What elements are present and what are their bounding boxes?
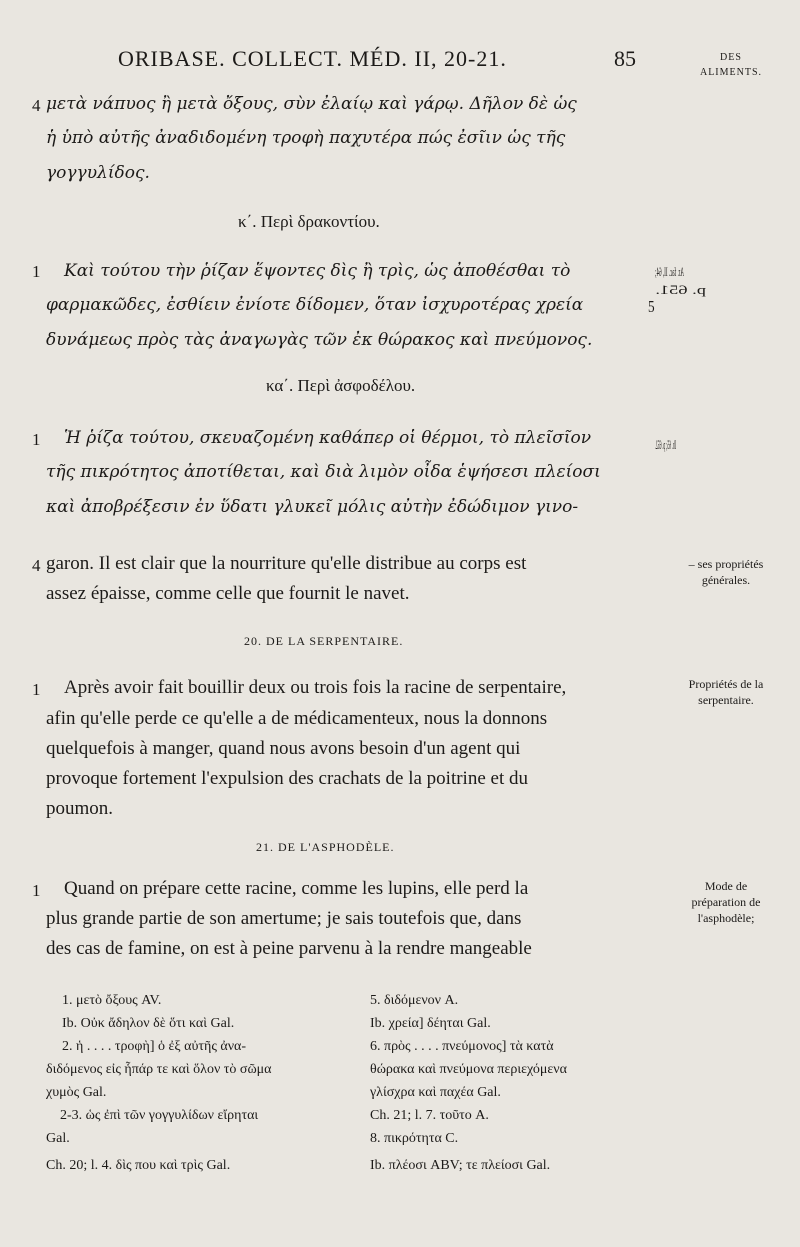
line-marker: 1 [32,881,41,900]
footnote-line: Ib. Οὐκ ἄδηλον δὲ ὅτι καὶ Gal. [62,1016,235,1031]
running-title: ORIBASE. COLLECT. MÉD. II, 20-21. [118,46,507,71]
french-text-line: afin qu'elle perde ce qu'elle a de médicamenteux, nous la donnons [46,708,548,729]
greek-text-line: ἡ ὑπὸ αὐτῆς ἀναδιδομένη τροφὴ παχυτέρα πώς ἐσῖιν ὡς τῆς [46,128,566,148]
footnote-line: Ch. 21; l. 7. τοῦτο A. [370,1108,489,1123]
section-heading: κα΄. Περὶ ἀσφοδέλου. [266,376,416,395]
line-marker: 4 [32,96,41,115]
margin-reference: Ar. fac. II, 64; [655,264,684,279]
greek-text-line: δυνάμεως πρὸς τὰς ἀναγωγὰς τῶν ἐκ θώρακος καὶ πνεύμονος. [46,330,593,350]
footnote-line: διδόμενος εἰς ἧπάρ τε καὶ ὅλον τὸ σῶμα [46,1062,272,1077]
section-heading: 20. DE LA SERPENTAIRE. [244,634,404,648]
greek-text-line: τῆς πικρότητος ἀποτίθεται, καὶ διὰ λιμὸν οἶδα ἑψήσεσι πλείοσι [46,462,601,482]
french-text-line: poumon. [46,798,114,819]
french-text-line: garon. Il est clair que la nourriture qu'elle distribue au corps est [46,553,527,574]
footnote-line: 1. μετὸ ὄξους AV. [62,993,162,1008]
greek-text-line: καὶ ἀποβρέξεσιν ἐν ὕδατι γλυκεῖ μόλις αὐτὴν ἐδώδιμον γινο- [46,497,579,517]
page-number: 85 [614,46,636,71]
footnote-line: 5. διδόμενον A. [370,993,459,1008]
footnote-line: γλίσχρα καὶ παχέα Gal. [370,1085,501,1100]
french-text-line: plus grande partie de son amertume; je sais toutefois que, dans [46,908,522,929]
margin-reference: p. 651. [655,282,706,297]
footnote-line: 6. πρὸς . . . . πνεύμονος] τὰ κατὰ [370,1039,554,1054]
footnote-line: Ib. χρεία] δέηται Gal. [370,1016,491,1031]
footnote-line: Gal. [46,1131,70,1146]
french-text-line: quelquefois à manger, quand nous avons besoin d'un agent qui [46,738,521,759]
footnote-line: Ch. 20; l. 4. δὶς που καὶ τρὶς Gal. [46,1158,231,1173]
section-side-title: DES ALIMENTS. [699,52,763,78]
line-marker: 4 [32,556,41,575]
footnote-line: 2-3. ὡς ἐπὶ τῶν γογγυλίδων εἴρηται [60,1108,259,1123]
margin-note: Propriétés de la serpentaire. [688,677,764,707]
footnote-line: 2. ἡ . . . . τροφὴ] ὁ ἐξ αὐτῆς ἀνα- [62,1039,247,1054]
line-marker: 1 [32,262,41,281]
greek-text-line: γογγυλίδος. [46,163,150,183]
line-marker: 1 [32,680,41,699]
french-text-line: Après avoir fait bouillir deux ou trois fois la racine de serpentaire, [64,677,567,698]
section-heading: κ΄. Περὶ δρακοντίου. [238,212,380,231]
greek-text-line: φαρμακῶδες, ἐσθίειν ἐνίοτε δίδομεν, ὅταν ἰσχυροτέρας χρεία [46,295,584,315]
footnote-line: θώρακα καὶ πνεύμονα περιεχόμενα [370,1062,567,1077]
footnote-line: 8. πικρότητα C. [370,1131,459,1146]
greek-text-line: Ἡ ῥίζα τούτου, σκευαζομένη καθάπερ οἱ θέρμοι, τὸ πλεῖσῖον [64,428,592,448]
greek-text-line: Καὶ τούτου τὴν ῥίζαν ἕψοντες δὶς ἢ τρὶς, ὡς ἀποθέσθαι τὸ [64,261,571,281]
footnote-line: Ib. πλέοσι ABV; τε πλείοσι Gal. [370,1158,551,1173]
footnote-line: χυμὸς Gal. [46,1085,107,1100]
margin-reference: Ib. 65; p. 652. [654,437,676,452]
french-text-line: provoque fortement l'expulsion des crachats de la poitrine et du [46,768,528,789]
french-text-line: des cas de famine, on est à peine parvenu à la rendre mangeable [46,938,532,959]
margin-note: Mode de préparation de l'asphodèle; [691,879,761,925]
french-text-line: assez épaisse, comme celle que fournit le navet. [46,583,410,604]
line-marker: 1 [32,430,41,449]
line-number: 5 [648,297,655,316]
french-text-line: Quand on prépare cette racine, comme les lupins, elle perd la [64,878,529,899]
greek-text-line: μετὰ νάπυος ἢ μετὰ ὄξους, σὺν ἐλαίῳ καὶ γάρῳ. Δῆλον δὲ ὡς [46,94,577,114]
margin-note: – ses propriétés générales. [688,557,764,587]
section-heading: 21. DE L'ASPHODÈLE. [256,840,395,854]
